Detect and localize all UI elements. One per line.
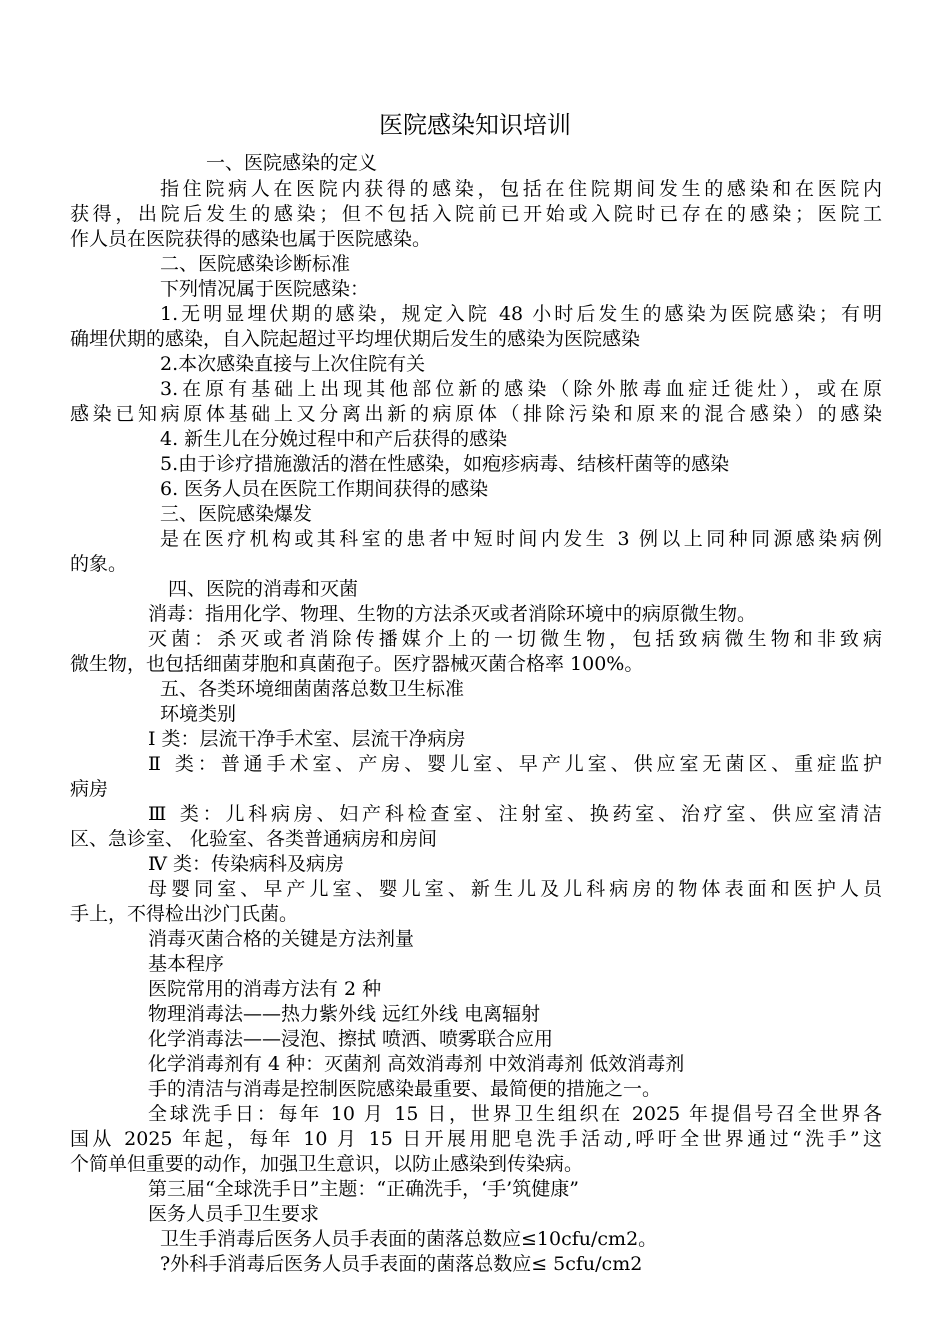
paragraph-line: 作人员在医院获得的感染也属于医院感染。 — [70, 228, 432, 250]
environment-class-line: Ⅰ 类：层流干净手术室、层流干净病房 — [148, 728, 466, 750]
paragraph-line: 指住院病人在医院内获得的感染，包括在住院期间发生的感染和在医院内 — [160, 178, 882, 200]
paragraph-line: 消毒：指用化学、物理、生物的方法杀灭或者消除环境中的病原微生物。 — [148, 603, 757, 625]
environment-class-line-continued: 病房 — [70, 778, 109, 800]
paragraph-line: 化学消毒剂有 4 种：灭菌剂 高效消毒剂 中效消毒剂 低效消毒剂 — [148, 1053, 685, 1075]
paragraph-line: 是在医疗机构或其科室的患者中短时间内发生 3 例以上同种同源感染病例 — [160, 528, 882, 550]
section-heading-standards: 五、各类环境细菌菌落总数卫生标准 — [160, 678, 465, 700]
paragraph-line: 医院常用的消毒方法有 2 种 — [148, 978, 382, 1000]
environment-class-line: Ⅳ 类：传染病科及病房 — [148, 853, 345, 875]
environment-class-line: Ⅱ 类：普通手术室、产房、婴儿室、早产儿室、供应室无菌区、重症监护 — [148, 753, 882, 775]
paragraph-line: 灭菌：杀灭或者消除传播媒介上的一切微生物，包括致病微生物和非致病 — [148, 628, 882, 650]
list-item-continued: 确埋伏期的感染，自入院起超过平均埋伏期后发生的感染为医院感染 — [70, 328, 641, 350]
list-item: 3.在原有基础上出现其他部位新的感染（除外脓毒血症迁徙灶），或在原 — [160, 378, 882, 400]
list-item-continued: 感染已知病原体基础上又分离出新的病原体（排除污染和原来的混合感染）的感染 — [70, 403, 882, 425]
paragraph-line: ?外科手消毒后医务人员手表面的菌落总数应≤ 5cfu/cm2 — [160, 1253, 643, 1275]
paragraph-line: 化学消毒法——浸泡、擦拭 喷洒、喷雾联合应用 — [148, 1028, 554, 1050]
environment-class-line-continued: 区、急诊室、 化验室、各类普通病房和房间 — [70, 828, 438, 850]
paragraph-line: 消毒灭菌合格的关键是方法剂量 — [148, 928, 415, 950]
paragraph-line: 第三届“全球洗手日”主题：“正确洗手，‘手’筑健康” — [148, 1178, 579, 1200]
section-heading-outbreak: 三、医院感染爆发 — [160, 503, 313, 525]
section-heading-definition: 一、医院感染的定义 — [206, 152, 378, 174]
document-title: 医院感染知识培训 — [379, 111, 571, 139]
paragraph-line: 手上，不得检出沙门氏菌。 — [70, 903, 299, 925]
list-item: 5.由于诊疗措施激活的潜在性感染，如疱疹病毒、结核杆菌等的感染 — [160, 453, 730, 475]
environment-class-line: Ⅲ 类：儿科病房、妇产科检查室、注射室、换药室、治疗室、供应室清洁 — [148, 803, 882, 825]
list-item: 6. 医务人员在医院工作期间获得的感染 — [160, 478, 489, 500]
paragraph-line: 医务人员手卫生要求 — [148, 1203, 320, 1225]
paragraph-line: 物理消毒法——热力紫外线 远红外线 电离辐射 — [148, 1003, 541, 1025]
paragraph-line: 环境类别 — [160, 703, 237, 725]
section-heading-diagnosis: 二、医院感染诊断标准 — [160, 253, 351, 275]
paragraph-line: 卫生手消毒后医务人员手表面的菌落总数应≤10cfu/cm2。 — [160, 1228, 658, 1250]
section-heading-disinfection: 四、医院的消毒和灭菌 — [168, 578, 359, 600]
paragraph-line: 母婴同室、早产儿室、婴儿室、新生儿及儿科病房的物体表面和医护人员 — [148, 878, 882, 900]
paragraph-line: 个简单但重要的动作，加强卫生意识，以防止感染到传染病。 — [70, 1153, 584, 1175]
paragraph-line: 全球洗手日：每年 10 月 15 日，世界卫生组织在 2025 年提倡号召全世界各 — [148, 1103, 882, 1125]
list-item: 1.无明显埋伏期的感染，规定入院 48 小时后发生的感染为医院感染；有明 — [160, 303, 882, 325]
paragraph-line: 手的清洁与消毒是控制医院感染最重要、最简便的措施之一。 — [148, 1078, 662, 1100]
paragraph-line: 国从 2025 年起，每年 10 月 15 日开展用肥皂洗手活动,呼吁全世界通过“洗手”这 — [70, 1128, 882, 1150]
list-item: 4. 新生儿在分娩过程中和产后获得的感染 — [160, 428, 508, 450]
paragraph-line: 下列情况属于医院感染： — [160, 278, 370, 300]
paragraph-line: 获得，出院后发生的感染；但不包括入院前已开始或入院时已存在的感染；医院工 — [70, 203, 882, 225]
paragraph-line: 基本程序 — [148, 953, 225, 975]
paragraph-line: 的象。 — [70, 553, 128, 575]
paragraph-line: 微生物，也包括细菌芽胞和真菌孢子。医疗器械灭菌合格率 100%。 — [70, 653, 644, 675]
list-item: 2.本次感染直接与上次住院有关 — [160, 353, 426, 375]
